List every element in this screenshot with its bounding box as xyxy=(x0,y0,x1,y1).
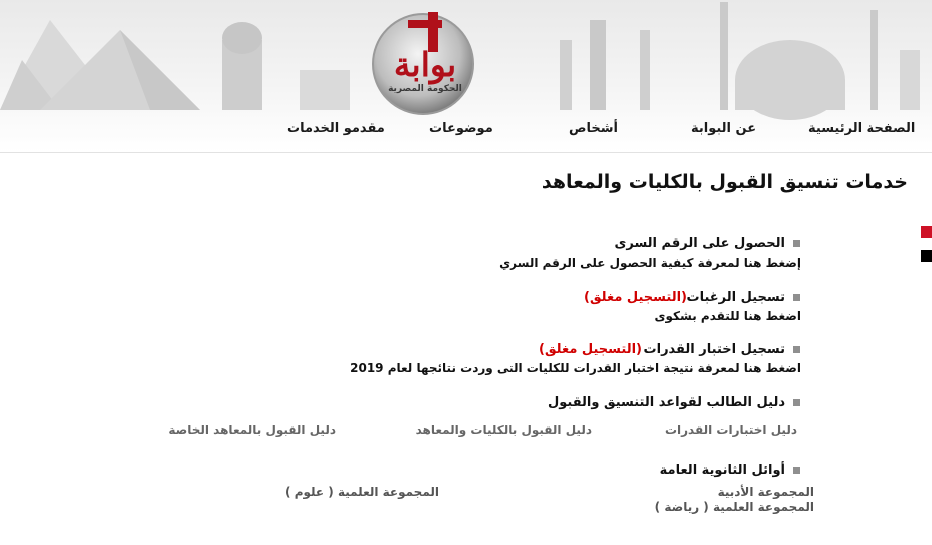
science-group-link[interactable]: المجموعة العلمية ( علوم ) xyxy=(285,485,439,499)
header-divider xyxy=(0,152,932,153)
math-group-link[interactable]: المجموعة العلمية ( رياضة ) xyxy=(654,500,814,514)
guide-aptitude-link[interactable]: دليل اختبارات القدرات xyxy=(664,423,797,437)
site-header xyxy=(0,0,932,152)
bullet-icon xyxy=(793,467,800,474)
secret-number-link[interactable]: إضغط هنا لمعرفة كيفية الحصول على الرقم السري xyxy=(499,256,801,270)
desires-title: تسجيل الرغبات xyxy=(686,290,785,305)
nav-about[interactable]: عن البوابة xyxy=(691,121,757,136)
aptitude-title: تسجيل اختبار القدرات xyxy=(643,342,785,357)
desires-complaint-link[interactable]: اضغط هنا للتقدم بشكوى xyxy=(654,309,801,323)
guide-colleges-link[interactable]: دليل القبول بالكليات والمعاهد xyxy=(415,423,592,437)
logo-main-text: بوابة xyxy=(393,45,457,84)
literary-group-link[interactable]: المجموعة الأدبية xyxy=(717,485,814,499)
egypt-flag-icon xyxy=(921,226,932,262)
guide-private-institutes-link[interactable]: دليل القبول بالمعاهد الخاصة xyxy=(168,423,336,437)
secret-number-title: الحصول على الرقم السرى xyxy=(614,236,785,251)
bullet-icon xyxy=(793,294,800,301)
aptitude-result-link[interactable]: اضغط هنا لمعرفة نتيجة اختبار القدرات للكليات التى وردت نتائجها لعام 2019 xyxy=(350,361,801,375)
bullet-icon xyxy=(793,399,800,406)
aptitude-status-closed: (التسجيل مغلق) xyxy=(539,342,642,357)
page-title: خدمات تنسيق القبول بالكليات والمعاهد xyxy=(541,171,908,193)
nav-service-providers[interactable]: مقدمو الخدمات xyxy=(287,121,385,136)
logo-sub-text: الحكومة المصرية xyxy=(388,84,462,94)
bullet-icon xyxy=(793,240,800,247)
nav-home[interactable]: الصفحة الرئيسية xyxy=(808,121,916,136)
nav-topics[interactable]: موضوعات xyxy=(429,121,493,136)
top-students-title: أوائل الثانوية العامة xyxy=(659,463,785,478)
guide-title: دليل الطالب لقواعد التنسيق والقبول xyxy=(547,395,785,410)
bullet-icon xyxy=(793,346,800,353)
nav-people[interactable]: أشخاص xyxy=(569,121,618,136)
desires-status-closed: (التسجيل مغلق) xyxy=(584,290,687,305)
